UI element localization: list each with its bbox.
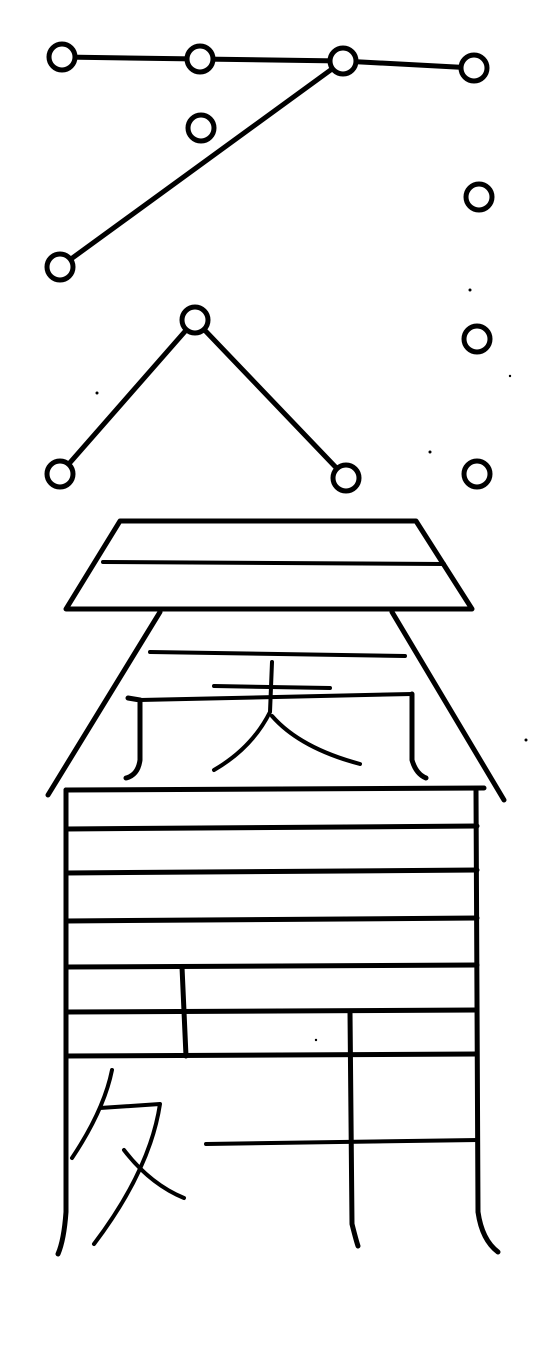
body-right-wall xyxy=(476,790,498,1252)
body-left-wall xyxy=(58,790,66,1254)
edge-peak-left xyxy=(60,320,195,474)
node-right-3 xyxy=(464,326,490,352)
body-bar-2 xyxy=(66,870,477,873)
node-floating xyxy=(188,115,214,141)
node-top-4 xyxy=(461,55,487,81)
edge-top-1 xyxy=(62,57,200,59)
char-bottom-cross xyxy=(206,1140,478,1144)
dot-line-diagram xyxy=(47,44,511,491)
speck xyxy=(525,739,528,742)
node-peak xyxy=(182,307,208,333)
body-bar-1 xyxy=(66,826,477,829)
speck xyxy=(96,392,99,395)
node-right-4 xyxy=(464,461,490,487)
body-top-edge xyxy=(66,788,484,790)
upper-house-bar xyxy=(150,652,405,656)
node-right-2 xyxy=(466,184,492,210)
char-bottom-stroke-1 xyxy=(72,1070,112,1158)
inner-left-bracket xyxy=(126,698,140,778)
node-left-3 xyxy=(47,461,73,487)
char-da-spine xyxy=(214,662,272,770)
body-bar-5 xyxy=(66,1010,477,1012)
speck xyxy=(429,451,432,454)
edge-top-3 xyxy=(343,61,474,68)
inner-vertical-right xyxy=(350,1012,358,1246)
body-bar-4 xyxy=(66,965,477,967)
node-left-2 xyxy=(47,254,73,280)
wall-right-slant xyxy=(392,612,504,800)
speck xyxy=(509,375,511,377)
roof-inner-line xyxy=(103,562,444,564)
stacked-glyph xyxy=(48,521,528,1254)
inner-vertical-left xyxy=(182,967,186,1056)
node-bottom-mid xyxy=(333,465,359,491)
body-bar-6 xyxy=(66,1054,477,1056)
inner-top-bar xyxy=(140,694,412,700)
speck xyxy=(315,1039,317,1041)
node-top-3 xyxy=(330,48,356,74)
node-top-2 xyxy=(187,46,213,72)
char-bottom-stroke-3 xyxy=(124,1150,184,1198)
edge-diagonal xyxy=(60,61,343,267)
speck xyxy=(469,289,472,292)
body-bar-3 xyxy=(66,918,477,921)
inner-right-bracket xyxy=(412,694,426,778)
edge-top-2 xyxy=(200,59,343,61)
char-da-right-leg xyxy=(272,716,360,764)
char-bottom-stroke-2 xyxy=(94,1104,160,1244)
node-top-1 xyxy=(49,44,75,70)
edge-peak-right xyxy=(195,320,346,478)
wall-left-slant xyxy=(48,612,160,795)
